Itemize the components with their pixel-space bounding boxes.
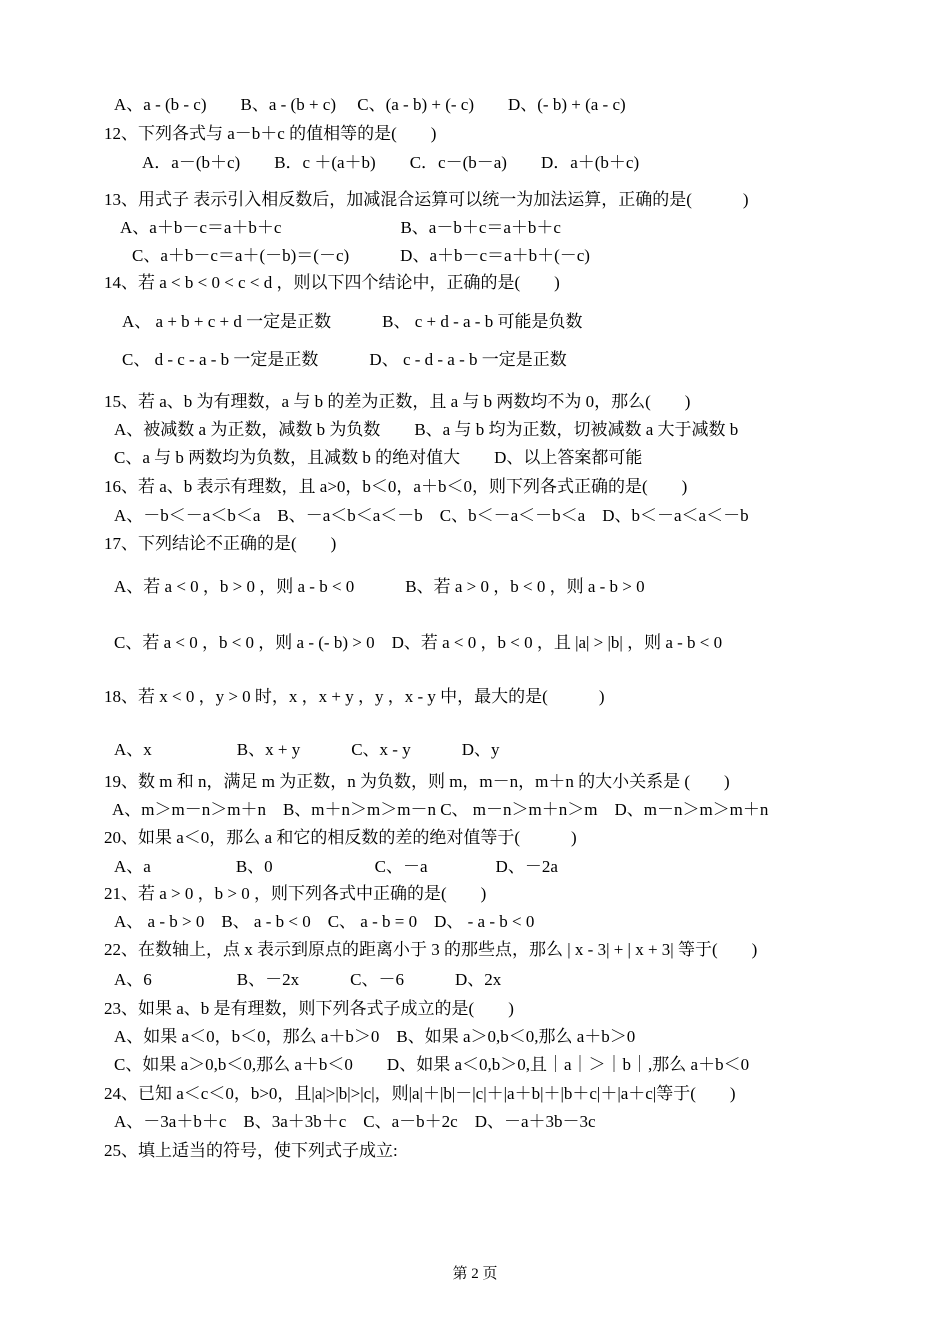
text-line: A、x B、x + y C、x - y D、y	[114, 740, 500, 759]
text-line: A、－3a＋b＋c B、3a＋3b＋c C、a－b＋2c D、－a＋3b－3c	[114, 1112, 596, 1131]
text-line: 14、若 a < b < 0 < c < d ，则以下四个结论中，正确的是( )	[104, 273, 560, 292]
text-line: A、a - (b - c) B、a - (b + c) C、(a - b) + (- c) D、(- b) + (a - c)	[114, 95, 626, 114]
text-line: A、m＞m－n＞m＋n B、m＋n＞m＞m－n C、 m－n＞m＋n＞m D、m－n＞m＞m＋n	[112, 800, 769, 819]
text-line: A．a－(b＋c) B．c ＋(a＋b) C．c－(b－a) D．a＋(b＋c)	[142, 153, 640, 172]
text-line: A、若 a < 0 ，b > 0 ，则 a - b < 0 B、若 a > 0 ，b < 0 ，则 a - b > 0	[114, 577, 645, 596]
text-line: A、被减数 a 为正数，减数 b 为负数 B、a 与 b 均为正数，切被减数 a 大于减数 b	[114, 420, 739, 439]
text-line: 21、若 a > 0 ，b > 0 ，则下列各式中正确的是( )	[104, 884, 487, 903]
text-line: A、－b＜－a＜b＜a B、－a＜b＜a＜－b C、b＜－a＜－b＜a D、b＜－a＜a＜－b	[114, 506, 749, 525]
text-line: 24、已知 a＜c＜0，b>0，且|a|>|b|>|c|，则|a|＋|b|－|c|＋|a＋b|＋|b＋c|＋|a＋c|等于( )	[104, 1084, 736, 1103]
text-line: A、 a + b + c + d 一定是正数 B、 c + d - a - b 可能是负数	[122, 312, 583, 331]
page-number: 第 2 页	[452, 1266, 498, 1282]
text-line: C、 d - c - a - b 一定是正数 D、 c - d - a - b 一定是正数	[122, 350, 567, 369]
text-line: 18、若 x < 0 ，y > 0 时，x ，x + y ，y ，x - y 中，最大的是( )	[104, 687, 605, 706]
text-line: A、a B、0 C、－a D、－2a	[114, 857, 558, 876]
text-line: C、如果 a＞0,b＜0,那么 a＋b＜0 D、如果 a＜0,b＞0,且｜a｜＞｜b｜,那么 a＋b＜0	[114, 1055, 750, 1074]
text-line: 25、填上适当的符号，使下列式子成立:	[104, 1141, 398, 1160]
text-line: C、a 与 b 两数均为负数，且减数 b 的绝对值大 D、以上答案都可能	[114, 448, 643, 467]
text-line: 15、若 a、b 为有理数，a 与 b 的差为正数，且 a 与 b 两数均不为 0，那么( )	[104, 392, 691, 411]
text-line: 12、下列各式与 a－b＋c 的值相等的是( )	[104, 124, 437, 143]
text-line: A、如果 a＜0，b＜0，那么 a＋b＞0 B、如果 a＞0,b＜0,那么 a＋b＞0	[114, 1027, 636, 1046]
text-line: A、 a - b > 0 B、 a - b < 0 C、 a - b = 0 D、 - a - b < 0	[114, 912, 535, 931]
text-line: 22、在数轴上，点 x 表示到原点的距离小于 3 的那些点，那么 | x - 3| + | x + 3| 等于( )	[104, 940, 758, 959]
text-line: 13、用式子 表示引入相反数后，加减混合运算可以统一为加法运算，正确的是( )	[104, 190, 749, 209]
text-line: A、6 B、－2x C、－6 D、2x	[114, 970, 502, 989]
text-line: 19、数 m 和 n，满足 m 为正数，n 为负数，则 m，m－n，m＋n 的大小关系是 ( )	[104, 772, 730, 791]
text-line: A、a＋b－c＝a＋b＋c B、a－b＋c＝a＋b＋c	[120, 218, 561, 237]
text-line: C、a＋b－c＝a＋(－b)＝(－c) D、a＋b－c＝a＋b＋(－c)	[132, 246, 590, 265]
text-line: 17、下列结论不正确的是( )	[104, 534, 337, 553]
text-line: C、若 a < 0 ，b < 0 ，则 a - (- b) > 0 D、若 a < 0 ，b < 0 ，且 |a| > |b| ，则 a - b < 0	[114, 633, 723, 652]
text-line: 23、如果 a、b 是有理数，则下列各式子成立的是( )	[104, 999, 514, 1018]
text-line: 16、若 a、b 表示有理数，且 a>0，b＜0，a＋b＜0，则下列各式正确的是( )	[104, 477, 688, 496]
text-line: 20、如果 a＜0，那么 a 和它的相反数的差的绝对值等于( )	[104, 828, 577, 847]
